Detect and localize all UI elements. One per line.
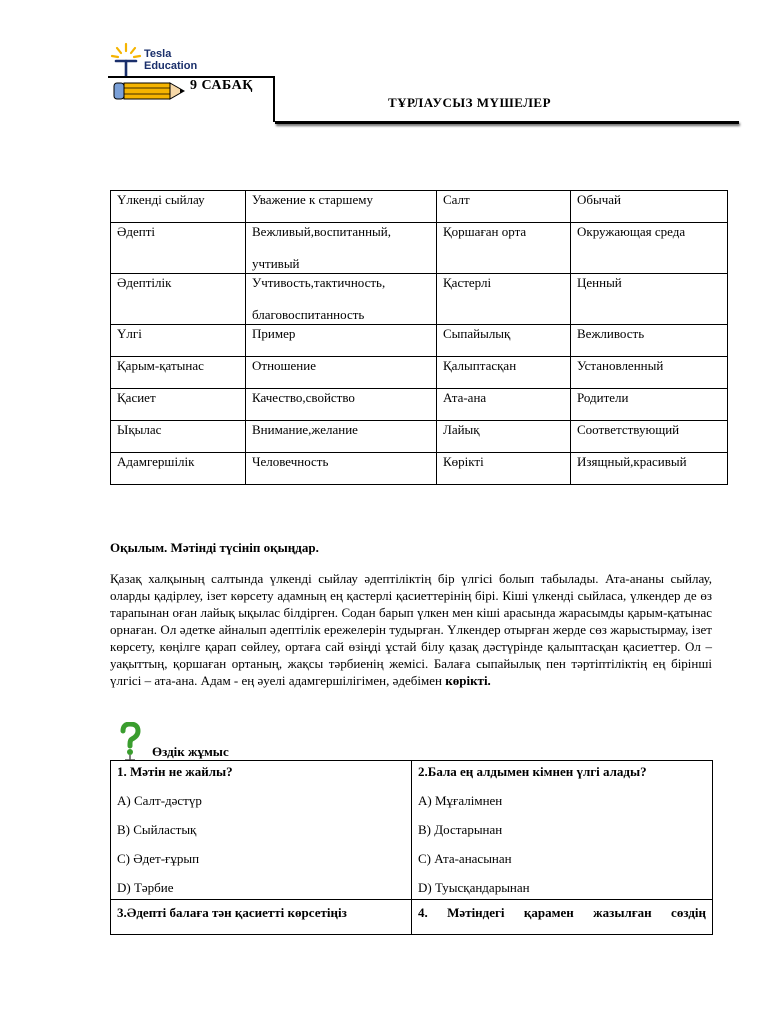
- vocab-russian-translation: Качество,свойство: [246, 389, 437, 421]
- vocab-kazakh-term: Қалыптасқан: [437, 357, 571, 389]
- vocab-row: [111, 191, 728, 223]
- reading-heading: Оқылым. Мәтінді түсініп оқыңдар.: [110, 540, 319, 555]
- vocab-russian-translation: Уважение к старшему: [246, 191, 437, 223]
- topic-box-underline: [275, 121, 739, 124]
- question-4: 4. Мәтіндегі қарамен жазылған сөздің: [418, 905, 706, 920]
- vocab-kazakh-term: Ықылас: [111, 421, 246, 453]
- vocab-kazakh-term: Адамгершілік: [111, 453, 246, 485]
- topic-title: ТҰРЛАУСЫЗ МҮШЕЛЕР: [388, 95, 552, 110]
- vocab-russian-translation: Соответствующий: [571, 421, 728, 453]
- vocabulary-table: [110, 190, 728, 485]
- vocab-kazakh-term: Қарым-қатынас: [111, 357, 246, 389]
- q1-option-a: A) Салт-дәстүр: [117, 793, 202, 808]
- vocab-kazakh-term: Әдепті: [111, 223, 246, 274]
- q1-option-b: B) Сыйластық: [117, 822, 197, 837]
- vocab-russian-translation: Учтивость,тактичность, благовоспитанность: [246, 274, 437, 325]
- vocab-russian-translation: Пример: [246, 325, 437, 357]
- vocab-kazakh-term: Қастерлі: [437, 274, 571, 325]
- vocab-kazakh-term: Көрікті: [437, 453, 571, 485]
- vocab-russian-translation: Установленный: [571, 357, 728, 389]
- vocab-russian-translation: Человечность: [246, 453, 437, 485]
- vocab-row: [111, 453, 728, 485]
- logo-text: Tesla Education: [144, 48, 198, 72]
- vocab-row: [111, 421, 728, 453]
- vocab-russian-translation: Обычай: [571, 191, 728, 223]
- pencil-icon: [112, 80, 188, 102]
- question-1: 1. Мәтін не жайлы?: [117, 764, 233, 779]
- q1-option-d: D) Тәрбие: [117, 880, 174, 895]
- question-3: 3.Әдепті балаға тән қасиетті көрсетіңіз: [117, 905, 347, 920]
- question-3-cell: [111, 900, 412, 935]
- q2-option-d: D) Туысқандарынан: [418, 880, 530, 895]
- vocab-russian-translation: Окружающая среда: [571, 223, 728, 274]
- vocab-kazakh-term: Үлгі: [111, 325, 246, 357]
- vocab-kazakh-term: Қоршаған орта: [437, 223, 571, 274]
- vocab-row: [111, 274, 728, 325]
- vocab-russian-translation: Вежливость: [571, 325, 728, 357]
- question-1-cell: [111, 761, 412, 900]
- vocab-row: [111, 389, 728, 421]
- vocab-kazakh-term: Сыпайылық: [437, 325, 571, 357]
- reading-text: Қазақ халқының салтында үлкенді сыйлау әдептіліктің бір үлгісі болып табылады. Ата-ананы сыйлау, оларды қадірлеу, ізет көрсету адамның ең қастерлі қасиеттерінің бірі. Кіші үлкенді сыйласа, үлкендер де өз тарапынан оған лайық ықылас білдірген. Содан барып үлкен мен кіші арасында жарасымды қарым-қатынас орнаған. Ол әдетке айналып әдептілік ережелерін тудырған. Үлкендер отырған жерде сөз жарыстырмау, ізет көрсету, көңілге қарап сөйлеу, ортаға сай өзіңді ұстай білу қазақ дәстүрінде қалыптасқан қасиеттер. Ол – уақыттың, қоршаған ортаның, жақсы тәрбиенің жемісі. Балаға сыпайылық пен тәртіптіліктің ең бірінші үлгісі – ата-ана. Адам - ең әуелі адамгершілігімен, әдебімен көрікті.: [110, 571, 712, 688]
- question-2-cell: [412, 761, 713, 900]
- vocab-russian-translation: Вежливый,воспитанный, учтивый: [246, 223, 437, 274]
- question-4-cell: [412, 900, 713, 935]
- vocab-kazakh-term: Үлкенді сыйлау: [111, 191, 246, 223]
- vocab-russian-translation: Изящный,красивый: [571, 453, 728, 485]
- vocab-kazakh-term: Қасиет: [111, 389, 246, 421]
- lesson-number: 9 САБАҚ: [190, 78, 253, 93]
- vocab-russian-translation: Родители: [571, 389, 728, 421]
- vocab-russian-translation: Ценный: [571, 274, 728, 325]
- q2-option-a: A) Мұғалімнен: [418, 793, 503, 808]
- vocab-russian-translation: Внимание,желание: [246, 421, 437, 453]
- vocab-kazakh-term: Лайық: [437, 421, 571, 453]
- q2-option-c: C) Ата-анасынан: [418, 851, 512, 866]
- q1-option-c: C) Әдет-ғұрып: [117, 851, 200, 866]
- vocab-russian-translation: Отношение: [246, 357, 437, 389]
- question-2: 2.Бала ең алдымен кімнен үлгі алады?: [418, 764, 647, 779]
- vocab-row: [111, 325, 728, 357]
- vocab-row: [111, 223, 728, 274]
- q2-option-b: B) Достарынан: [418, 822, 503, 837]
- vocab-row: [111, 357, 728, 389]
- vocab-kazakh-term: Ата-ана: [437, 389, 571, 421]
- task-heading: Өздік жұмыс: [152, 744, 229, 759]
- question-mark-icon: [118, 722, 142, 762]
- quiz-table: [110, 760, 713, 935]
- vocab-kazakh-term: Әдептілік: [111, 274, 246, 325]
- vocab-kazakh-term: Салт: [437, 191, 571, 223]
